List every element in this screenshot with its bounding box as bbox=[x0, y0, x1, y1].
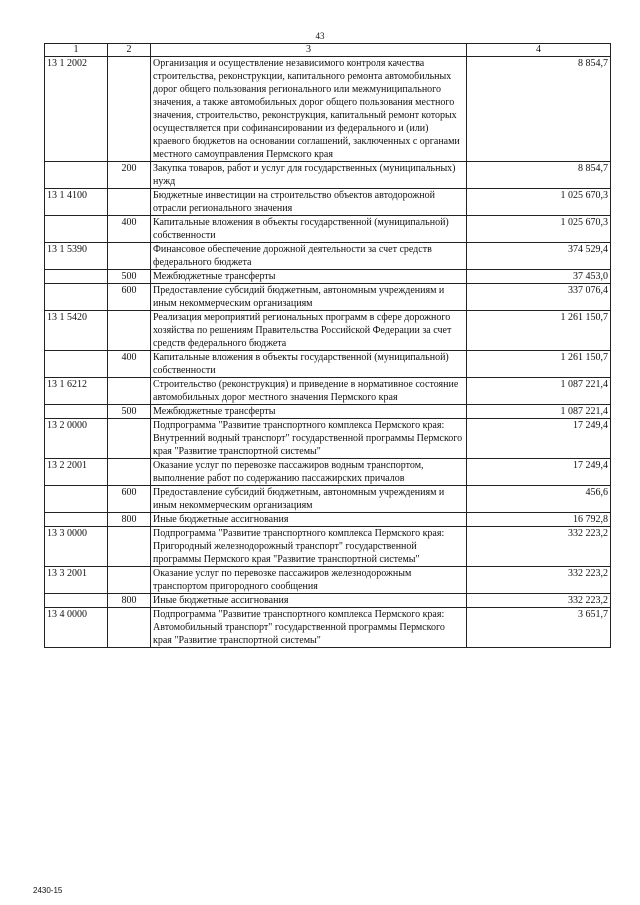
row-expense-type: 800 bbox=[108, 594, 151, 608]
row-amount: 8 854,7 bbox=[467, 57, 611, 162]
row-code: 13 1 5390 bbox=[45, 243, 108, 270]
row-expense-type: 500 bbox=[108, 405, 151, 419]
row-expense-type: 200 bbox=[108, 162, 151, 189]
row-expense-type bbox=[108, 57, 151, 162]
table-row bbox=[45, 189, 611, 216]
column-header-4: 4 bbox=[467, 44, 611, 57]
row-description: Оказание услуг по перевозке пассажиров водным транспортом, выполнение работ по содержанию пассажирских причалов bbox=[151, 459, 467, 486]
table-row bbox=[45, 486, 611, 513]
table-row bbox=[45, 311, 611, 351]
row-amount: 456,6 bbox=[467, 486, 611, 513]
footer-code: 2430-15 bbox=[33, 886, 63, 895]
row-amount: 332 223,2 bbox=[467, 527, 611, 567]
table-row bbox=[45, 243, 611, 270]
row-amount: 1 025 670,3 bbox=[467, 189, 611, 216]
row-expense-type: 500 bbox=[108, 270, 151, 284]
table-row bbox=[45, 405, 611, 419]
row-amount: 37 453,0 bbox=[467, 270, 611, 284]
row-code bbox=[45, 216, 108, 243]
row-code: 13 4 0000 bbox=[45, 608, 108, 648]
table-row bbox=[45, 351, 611, 378]
row-description: Реализация мероприятий региональных программ в сфере дорожного хозяйства по решениям Правительства Российской Федерации за счет средств федерального бюджета bbox=[151, 311, 467, 351]
row-description: Иные бюджетные ассигнования bbox=[151, 594, 467, 608]
row-code: 13 1 2002 bbox=[45, 57, 108, 162]
row-description: Капитальные вложения в объекты государственной (муниципальной) собственности bbox=[151, 216, 467, 243]
table-row bbox=[45, 513, 611, 527]
row-amount: 16 792,8 bbox=[467, 513, 611, 527]
budget-table bbox=[44, 43, 611, 648]
row-expense-type: 800 bbox=[108, 513, 151, 527]
row-code bbox=[45, 270, 108, 284]
row-code: 13 1 4100 bbox=[45, 189, 108, 216]
column-header-3: 3 bbox=[151, 44, 467, 57]
table-row bbox=[45, 608, 611, 648]
row-code: 13 3 2001 bbox=[45, 567, 108, 594]
table-row bbox=[45, 459, 611, 486]
row-expense-type bbox=[108, 527, 151, 567]
row-amount: 1 261 150,7 bbox=[467, 351, 611, 378]
table-row bbox=[45, 419, 611, 459]
table-row bbox=[45, 284, 611, 311]
row-code bbox=[45, 513, 108, 527]
row-code bbox=[45, 284, 108, 311]
row-expense-type bbox=[108, 459, 151, 486]
row-amount: 17 249,4 bbox=[467, 419, 611, 459]
table-row bbox=[45, 162, 611, 189]
table-row bbox=[45, 567, 611, 594]
column-header-2: 2 bbox=[108, 44, 151, 57]
row-expense-type bbox=[108, 378, 151, 405]
row-description: Строительство (реконструкция) и приведение в нормативное состояние автомобильных дорог местного значения Пермского края bbox=[151, 378, 467, 405]
row-description: Закупка товаров, работ и услуг для государственных (муниципальных) нужд bbox=[151, 162, 467, 189]
row-code: 13 3 0000 bbox=[45, 527, 108, 567]
row-expense-type bbox=[108, 608, 151, 648]
row-code bbox=[45, 405, 108, 419]
row-amount: 17 249,4 bbox=[467, 459, 611, 486]
row-code: 13 1 5420 bbox=[45, 311, 108, 351]
row-code: 13 2 2001 bbox=[45, 459, 108, 486]
row-expense-type: 600 bbox=[108, 284, 151, 311]
row-description: Подпрограмма "Развитие транспортного комплекса Пермского края: Автомобильный транспорт" государственной программы Пермского края "Развитие транспортной системы" bbox=[151, 608, 467, 648]
row-amount: 337 076,4 bbox=[467, 284, 611, 311]
row-description: Предоставление субсидий бюджетным, автономным учреждениям и иным некоммерческим организациям bbox=[151, 486, 467, 513]
row-expense-type bbox=[108, 311, 151, 351]
row-description: Предоставление субсидий бюджетным, автономным учреждениям и иным некоммерческим организациям bbox=[151, 284, 467, 311]
row-expense-type bbox=[108, 189, 151, 216]
row-description: Межбюджетные трансферты bbox=[151, 270, 467, 284]
row-description: Оказание услуг по перевозке пассажиров железнодорожным транспортом пригородного сообщения bbox=[151, 567, 467, 594]
row-expense-type: 400 bbox=[108, 216, 151, 243]
row-expense-type bbox=[108, 419, 151, 459]
table-body bbox=[45, 57, 611, 648]
row-code bbox=[45, 162, 108, 189]
row-description: Капитальные вложения в объекты государственной (муниципальной) собственности bbox=[151, 351, 467, 378]
row-description: Организация и осуществление независимого контроля качества строительства, реконструкции, капитального ремонта автомобильных дорог общего пользования регионального или межмуниципального значения, а также автомобильных дорог общего пользования местного значения, строительство, реконструкция, капитальный ремонт которых осуществляется при софинансировании из федерального и (или) краевого бюджетов на основании соглашений, заключенных с органами местного самоуправления Пермского края bbox=[151, 57, 467, 162]
column-header-1: 1 bbox=[45, 44, 108, 57]
row-amount: 332 223,2 bbox=[467, 594, 611, 608]
row-expense-type bbox=[108, 243, 151, 270]
row-code bbox=[45, 486, 108, 513]
row-description: Финансовое обеспечение дорожной деятельности за счет средств федерального бюджета bbox=[151, 243, 467, 270]
table-row bbox=[45, 527, 611, 567]
row-amount: 1 025 670,3 bbox=[467, 216, 611, 243]
row-code bbox=[45, 351, 108, 378]
row-description: Бюджетные инвестиции на строительство объектов автодорожной отрасли регионального значения bbox=[151, 189, 467, 216]
row-description: Иные бюджетные ассигнования bbox=[151, 513, 467, 527]
table-header-row bbox=[45, 44, 611, 57]
row-expense-type: 400 bbox=[108, 351, 151, 378]
row-amount: 332 223,2 bbox=[467, 567, 611, 594]
row-expense-type: 600 bbox=[108, 486, 151, 513]
row-amount: 374 529,4 bbox=[467, 243, 611, 270]
row-amount: 3 651,7 bbox=[467, 608, 611, 648]
row-code: 13 1 6212 bbox=[45, 378, 108, 405]
table-row bbox=[45, 270, 611, 284]
table-row bbox=[45, 57, 611, 162]
table-row bbox=[45, 216, 611, 243]
row-description: Подпрограмма "Развитие транспортного комплекса Пермского края: Внутренний водный транспорт" государственной программы Пермского края "Развитие транспортной системы" bbox=[151, 419, 467, 459]
table-row bbox=[45, 594, 611, 608]
row-code: 13 2 0000 bbox=[45, 419, 108, 459]
row-amount: 1 261 150,7 bbox=[467, 311, 611, 351]
row-description: Межбюджетные трансферты bbox=[151, 405, 467, 419]
row-amount: 1 087 221,4 bbox=[467, 378, 611, 405]
row-description: Подпрограмма "Развитие транспортного комплекса Пермского края: Пригородный железнодорожный транспорт" государственной программы Пермского края "Развитие транспортной системы" bbox=[151, 527, 467, 567]
table-row bbox=[45, 378, 611, 405]
row-amount: 8 854,7 bbox=[467, 162, 611, 189]
row-expense-type bbox=[108, 567, 151, 594]
row-code bbox=[45, 594, 108, 608]
row-amount: 1 087 221,4 bbox=[467, 405, 611, 419]
page-number: 43 bbox=[315, 31, 325, 41]
